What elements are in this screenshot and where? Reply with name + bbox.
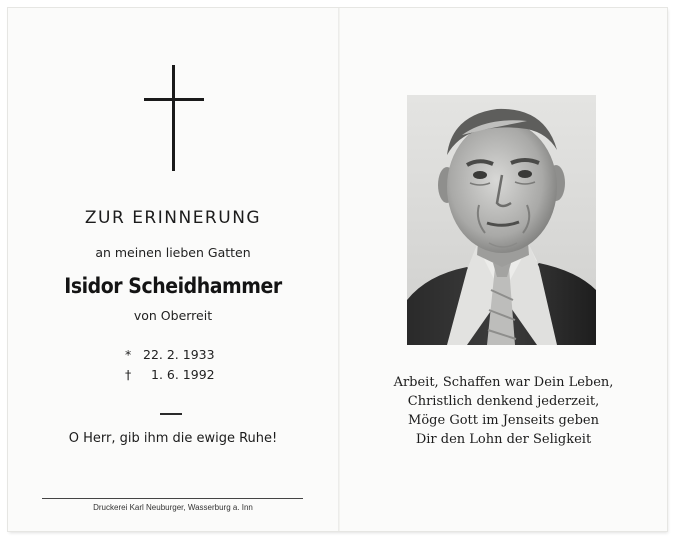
verse-line: Arbeit, Schaffen war Dein Leben, [393,375,614,390]
left-panel [8,8,338,531]
verse-line: Christlich denkend jederzeit, [407,394,600,409]
life-dates [125,345,215,385]
dedication-text: an meinen lieben Gatten [95,245,251,260]
portrait-photo [407,95,596,345]
right-panel [340,8,667,531]
birth-date-row [125,345,215,365]
verse-line: Dir den Lohn der Seligkeit [415,432,592,447]
death-date: 1. 6. 1992 [151,367,215,382]
birth-date: 22. 2. 1933 [143,347,215,362]
cross-icon [144,65,204,171]
separator-rule [160,413,182,415]
death-date-row [125,365,215,385]
prayer-text: O Herr, gib ihm die ewige Ruhe! [68,431,278,446]
printer-divider [42,498,303,499]
memorial-verse [340,373,667,449]
birth-star-icon: * [125,347,132,362]
deceased-name: Isidor Scheidhammer [64,274,282,298]
cross-horizontal-bar [144,98,204,101]
printer-imprint: Druckerei Karl Neuburger, Wasserburg a. Inn [93,503,253,512]
portrait-illustration [407,95,596,345]
origin-text: von Oberreit [133,308,213,323]
cross-vertical-bar [172,65,175,171]
memorial-card [8,8,667,531]
memorial-heading: ZUR ERINNERUNG [84,208,262,228]
death-dagger-icon: † [125,367,132,382]
verse-line: Möge Gott im Jenseits geben [408,413,599,428]
